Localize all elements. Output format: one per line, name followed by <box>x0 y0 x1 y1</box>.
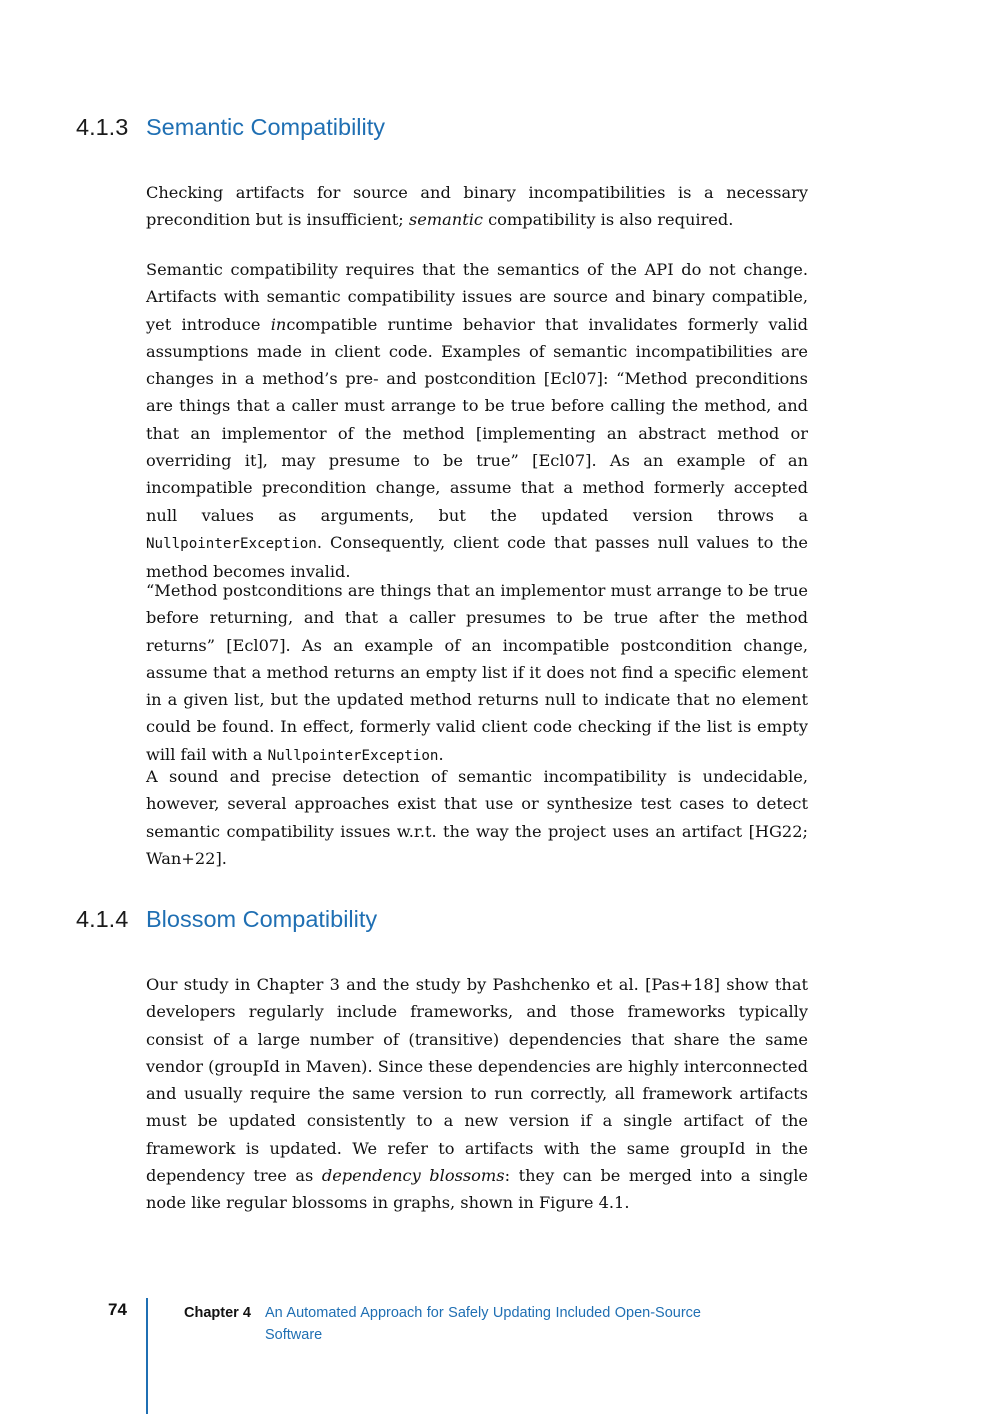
page-number: 74 <box>108 1300 127 1319</box>
text-run: : they can be merged into a single node like regular blossoms in graphs, shown in Figure 4.1. <box>146 1166 809 1213</box>
section-title: Semantic Compatibility <box>146 114 386 140</box>
footer-divider <box>146 1298 148 1414</box>
code-identifier: NullpointerException <box>267 747 439 764</box>
chapter-label: Chapter 4 <box>184 1305 251 1321</box>
emphasis: in <box>270 314 287 334</box>
text-run: Checking artifacts for source and binary incompatibilities is a necessary precondition but is insufficient; <box>146 183 808 230</box>
paragraph <box>146 763 808 872</box>
text-run: “Method postconditions are things that an implementor must arrange to be true before returning, and that a caller presumes to be true after the method returns” [Ecl07]. As an example of an incompatible postcondition change, assume that a method returns an empty list if it does not find a specific element in a given list, but the updated method returns null to indicate that no element could be found. In effect, formerly valid client code checking if the list is empty will fail with a <box>146 581 808 764</box>
paragraph <box>146 971 808 1217</box>
paragraph <box>146 179 808 234</box>
emphasis: dependency blossoms <box>321 1166 505 1186</box>
text-run: Our study in Chapter 3 and the study by Pashchenko et al. [Pas+18] show that developers regularly include frameworks, and those frameworks typically consist of a large number of (transitive) dependencies that share the same vendor (groupId in Maven). Since these dependencies are highly interconnected and usually require the same version to run correctly, all framework artifacts must be updated consistently to a new version if a single artifact of the framework is updated. We refer to artifacts with the same groupId in the dependency tree as <box>146 975 808 1186</box>
code-identifier: NullpointerException <box>146 535 317 552</box>
text-run: A sound and precise detection of semantic incompatibility is undecidable, however, several approaches exist that use or synthesize test cases to detect semantic compatibility issues w.r.t. the way the project uses an artifact [HG22; Wan+22]. <box>146 767 808 868</box>
text-run: compatibility is also required. <box>482 210 734 230</box>
section-heading-4-1-3 <box>76 113 385 141</box>
text-run: . <box>438 744 444 764</box>
running-footer <box>184 1302 704 1346</box>
section-number: 4.1.3 <box>76 114 129 140</box>
chapter-title: An Automated Approach for Safely Updating Included Open-Source Software <box>265 1305 701 1343</box>
paragraph <box>146 256 808 586</box>
section-number: 4.1.4 <box>76 906 129 932</box>
text-run: Semantic compatibility requires that the semantics of the API do not change. Artifacts with semantic compatibility issues are source and binary compatible, yet introduce <box>146 260 808 334</box>
section-heading-4-1-4 <box>76 905 377 933</box>
emphasis: semantic <box>408 210 483 230</box>
paragraph <box>146 577 808 770</box>
text-run: . Consequently, client code that passes null values to the method becomes invalid. <box>146 532 808 582</box>
section-title: Blossom Compatibility <box>146 906 378 932</box>
text-run: compatible runtime behavior that invalidates formerly valid assumptions made in client code. Examples of semantic incompatibilities are changes in a method’s pre- and postcondition [Ecl07]: “Method preconditions are things that a caller must arrange to be true before calling the method, and that an implementor of the method [implementing an abstract method or overriding it], may presume to be true” [Ecl07]. As an example of an incompatible precondition change, assume that a method formerly accepted null values as arguments, but the updated version throws a <box>146 314 808 525</box>
